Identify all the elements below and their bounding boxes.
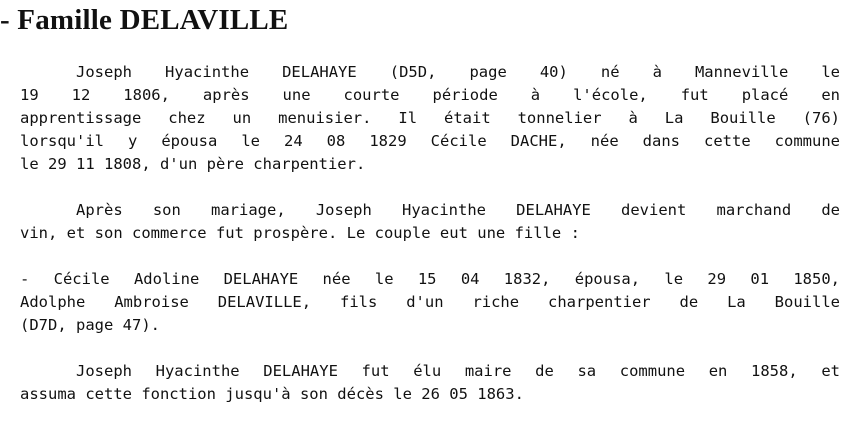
paragraph-line: apprentissage chez un menuisier. Il était tonnelier à La Bouille (76) [20,109,840,127]
paragraph-line: assuma cette fonction jusqu'à son décès le 26 05 1863. [20,385,524,403]
paragraph-line: Joseph Hyacinthe DELAHAYE fut élu maire de sa commune en 1858, et [76,362,840,380]
paragraph-line: le 29 11 1808, d'un père charpentier. [20,155,366,173]
paragraph-line: (D7D, page 47). [20,316,160,334]
paragraph-line: Après son mariage, Joseph Hyacinthe DELAHAYE devient marchand de [76,201,840,219]
paragraph-2 [20,199,840,245]
section-title: - Famille DELAVILLE [0,4,289,36]
paragraph-line: Joseph Hyacinthe DELAHAYE (D5D, page 40) né à Manneville le [76,63,840,81]
paragraph-3 [20,268,840,337]
paragraph-4 [20,360,840,406]
paragraph-line: 19 12 1806, après une courte période à l'école, fut placé en [20,86,840,104]
paragraph-line: lorsqu'il y épousa le 24 08 1829 Cécile DACHE, née dans cette commune [20,132,840,150]
paragraph-line: Adolphe Ambroise DELAVILLE, fils d'un riche charpentier de La Bouille [20,293,840,311]
paragraph-line: vin, et son commerce fut prospère. Le couple eut une fille : [20,224,580,242]
paragraph-1 [20,61,840,176]
paragraph-line: - Cécile Adoline DELAHAYE née le 15 04 1832, épousa, le 29 01 1850, [20,270,840,288]
